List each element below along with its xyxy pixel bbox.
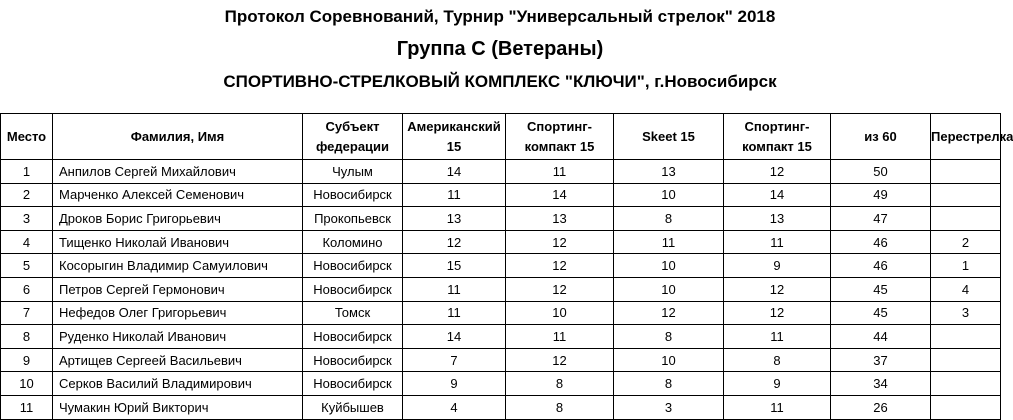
skeet-cell: 10 (614, 348, 724, 372)
total-cell: 26 (831, 395, 931, 419)
total-cell: 49 (831, 183, 931, 207)
total-cell: 34 (831, 372, 931, 396)
table-row (1, 207, 1001, 231)
region-cell: Прокопьевск (303, 207, 403, 231)
table-row (1, 277, 1001, 301)
region-cell: Куйбышев (303, 395, 403, 419)
sporting-compact-1-cell: 13 (506, 207, 614, 231)
place-cell: 8 (1, 325, 53, 349)
place-cell: 10 (1, 372, 53, 396)
sporting-compact-2-cell: 14 (724, 183, 831, 207)
venue-title: СПОРТИВНО-СТРЕЛКОВЫЙ КОМПЛЕКС "КЛЮЧИ", г.Новосибирск (223, 72, 777, 91)
table-body (1, 160, 1001, 420)
skeet-cell: 12 (614, 301, 724, 325)
sporting-compact-1-cell: 8 (506, 372, 614, 396)
shootoff-cell: 4 (931, 277, 1001, 301)
sporting-compact-2-cell: 8 (724, 348, 831, 372)
shootoff-cell (931, 207, 1001, 231)
name-cell: Нефедов Олег Григорьевич (53, 301, 303, 325)
document-title: Протокол Соревнований, Турнир "Универсальный стрелок" 2018 (224, 7, 776, 26)
skeet-cell: 8 (614, 207, 724, 231)
name-cell: Артищев Сергеей Васильевич (53, 348, 303, 372)
sporting-compact-2-cell: 12 (724, 160, 831, 184)
header-shootoff: Перестрелка (931, 114, 1001, 160)
header-region: Субъект федерации (303, 114, 403, 160)
sporting-compact-2-cell: 9 (724, 254, 831, 278)
sporting-compact-1-cell: 14 (506, 183, 614, 207)
region-cell: Новосибирск (303, 325, 403, 349)
sporting-compact-1-cell: 12 (506, 230, 614, 254)
skeet-cell: 10 (614, 277, 724, 301)
shootoff-cell (931, 160, 1001, 184)
header-sporting-compact-2: Спортинг-компакт 15 (724, 114, 831, 160)
place-cell: 5 (1, 254, 53, 278)
sporting-compact-2-cell: 13 (724, 207, 831, 231)
place-cell: 1 (1, 160, 53, 184)
sporting-compact-1-cell: 12 (506, 277, 614, 301)
table-row (1, 254, 1001, 278)
place-cell: 4 (1, 230, 53, 254)
sporting-compact-2-cell: 12 (724, 277, 831, 301)
header-sporting-compact-1: Спортинг-компакт 15 (506, 114, 614, 160)
region-cell: Томск (303, 301, 403, 325)
american-cell: 15 (403, 254, 506, 278)
total-cell: 45 (831, 301, 931, 325)
group-title: Группа С (Ветераны) (396, 38, 604, 60)
table-row (1, 230, 1001, 254)
total-cell: 50 (831, 160, 931, 184)
region-cell: Чулым (303, 160, 403, 184)
total-cell: 46 (831, 230, 931, 254)
header-skeet: Skeet 15 (614, 114, 724, 160)
results-table (0, 113, 1013, 420)
skeet-cell: 10 (614, 183, 724, 207)
american-cell: 7 (403, 348, 506, 372)
name-cell: Серков Василий Владимирович (53, 372, 303, 396)
total-cell: 44 (831, 325, 931, 349)
american-cell: 14 (403, 160, 506, 184)
table-header-row (1, 114, 1001, 160)
place-cell: 7 (1, 301, 53, 325)
sporting-compact-1-cell: 12 (506, 348, 614, 372)
table-row (1, 372, 1001, 396)
region-cell: Новосибирск (303, 254, 403, 278)
name-cell: Марченко Алексей Семенович (53, 183, 303, 207)
header-total: из 60 (831, 114, 931, 160)
shootoff-cell: 1 (931, 254, 1001, 278)
shootoff-cell (931, 348, 1001, 372)
place-cell: 6 (1, 277, 53, 301)
american-cell: 12 (403, 230, 506, 254)
shootoff-cell: 2 (931, 230, 1001, 254)
header-american: Американский 15 (403, 114, 506, 160)
total-cell: 37 (831, 348, 931, 372)
table-row (1, 301, 1001, 325)
total-cell: 45 (831, 277, 931, 301)
name-cell: Косорыгин Владимир Самуилович (53, 254, 303, 278)
name-cell: Тищенко Николай Иванович (53, 230, 303, 254)
sporting-compact-1-cell: 12 (506, 254, 614, 278)
shootoff-cell (931, 372, 1001, 396)
region-cell: Новосибирск (303, 372, 403, 396)
american-cell: 9 (403, 372, 506, 396)
american-cell: 14 (403, 325, 506, 349)
header-name: Фамилия, Имя (53, 114, 303, 160)
name-cell: Анпилов Сергей Михайлович (53, 160, 303, 184)
place-cell: 3 (1, 207, 53, 231)
header-place: Место (1, 114, 53, 160)
american-cell: 4 (403, 395, 506, 419)
region-cell: Новосибирск (303, 348, 403, 372)
sporting-compact-2-cell: 12 (724, 301, 831, 325)
region-cell: Коломино (303, 230, 403, 254)
sporting-compact-1-cell: 11 (506, 325, 614, 349)
shootoff-cell (931, 325, 1001, 349)
sporting-compact-1-cell: 10 (506, 301, 614, 325)
region-cell: Новосибирск (303, 183, 403, 207)
shootoff-cell (931, 183, 1001, 207)
name-cell: Чумакин Юрий Викторич (53, 395, 303, 419)
table-row (1, 160, 1001, 184)
sporting-compact-2-cell: 11 (724, 395, 831, 419)
sporting-compact-2-cell: 11 (724, 230, 831, 254)
total-cell: 47 (831, 207, 931, 231)
skeet-cell: 8 (614, 372, 724, 396)
name-cell: Руденко Николай Иванович (53, 325, 303, 349)
sporting-compact-1-cell: 11 (506, 160, 614, 184)
place-cell: 2 (1, 183, 53, 207)
table-row (1, 348, 1001, 372)
place-cell: 11 (1, 395, 53, 419)
sporting-compact-2-cell: 11 (724, 325, 831, 349)
table-row (1, 395, 1001, 419)
sporting-compact-2-cell: 9 (724, 372, 831, 396)
skeet-cell: 10 (614, 254, 724, 278)
american-cell: 11 (403, 301, 506, 325)
skeet-cell: 8 (614, 325, 724, 349)
skeet-cell: 11 (614, 230, 724, 254)
table-row (1, 183, 1001, 207)
shootoff-cell (931, 395, 1001, 419)
skeet-cell: 13 (614, 160, 724, 184)
shootoff-cell: 3 (931, 301, 1001, 325)
table-row (1, 325, 1001, 349)
name-cell: Петров Сергей Гермонович (53, 277, 303, 301)
place-cell: 9 (1, 348, 53, 372)
name-cell: Дроков Борис Григорьевич (53, 207, 303, 231)
region-cell: Новосибирск (303, 277, 403, 301)
american-cell: 11 (403, 277, 506, 301)
american-cell: 13 (403, 207, 506, 231)
skeet-cell: 3 (614, 395, 724, 419)
american-cell: 11 (403, 183, 506, 207)
sporting-compact-1-cell: 8 (506, 395, 614, 419)
total-cell: 46 (831, 254, 931, 278)
